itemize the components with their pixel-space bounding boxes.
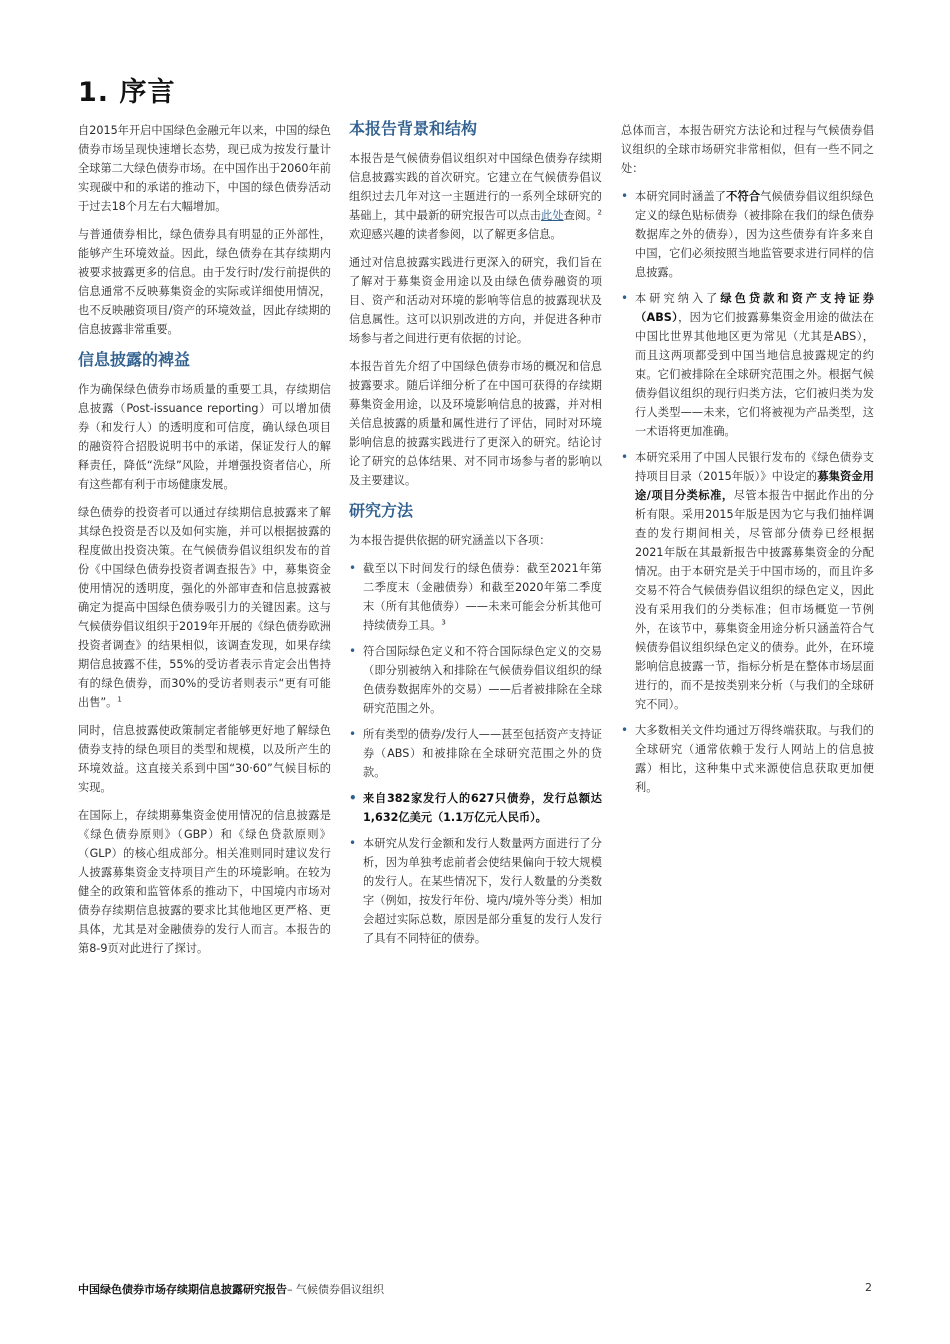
page-footer [78, 1281, 872, 1297]
section-heading-background: 本报告背景和结构 [349, 119, 478, 138]
background-paragraph-3: 本报告首先介绍了中国绿色债券市场的概况和信息披露要求。随后详细分析了在中国可获得的存续期募集资金用途，以及环境影响信息的披露，并对相关信息披露的质量和属性进行了评估，同时对环境影响信息的披露实践进行了更深入的研究。结论讨论了研究的总体结果、对不同市场参与者的影响以及主要建议。 [349, 360, 602, 487]
column-middle [349, 118, 602, 955]
report-link[interactable]: 此处 [541, 209, 564, 222]
benefits-paragraph-1: 作为确保绿色债券市场质量的重要工具，存续期信息披露（Post-issuance reporting）可以增加债券（和发行人）的透明度和可信度，确认绿色项目的融资符合招股说明书中的承诺，保证发行人的解释责任，降低“洗绿”风险，并增强投资者信心，所有这些都有利于市场健康发展。 [78, 383, 331, 491]
footnote-ref-3[interactable]: 3 [441, 618, 446, 627]
intro-paragraph-2: 与普通债券相比，绿色债券具有明显的正外部性，能够产生环境效益。因此，绿色债券在其存续期内被要求披露更多的信息。由于发行时/发行前提供的信息通常不反映募集资金的实际或详细使用情况，也不反映融资项目/资产的环境效益，因此存续期的信息披露非常重要。 [78, 228, 331, 336]
list-item: • 截至以下时间发行的绿色债券：截至2021年第二季度末（金融债券）和截至2020年第二季度末（所有其他债券）——未来可能会分析其他可持续债券工具。$^3$ [349, 559, 602, 635]
benefits-paragraph-3: 同时，信息披露使政策制定者能够更好地了解绿色债券支持的绿色项目的类型和规模，以及所产生的环境效益。这直接关系到中国“30·60”气候目标的实现。 [78, 724, 331, 794]
section-heading-disclosure-benefits: 信息披露的裨益 [78, 350, 191, 369]
footnote-ref-2[interactable]: 2 [597, 208, 602, 217]
list-item: • 本研究纳入了绿色贷款和资产支持证券（ABS），因为它们披露募集资金用途的做法在中国比世界其他地区更为常见（尤其是ABS），而且这两项都受到中国当地信息披露规定的约束。它们被排除在全球研究范围之外。根据气候债券倡议组织的现行归类方法，它们被归类为发行人类型——未来，它们将被视为产品类型，这一术语将更加准确。 [621, 289, 874, 441]
differences-intro: 总体而言，本报告研究方法论和过程与气候债券倡议组织的全球市场研究非常相似，但有一些不同之处： [621, 124, 874, 175]
column-right [621, 121, 874, 804]
footer-report-title: 中国绿色债券市场存续期信息披露研究报告– 气候债券倡议组织 [78, 1283, 384, 1296]
methodology-intro: 为本报告提供依据的研究涵盖以下各项： [349, 534, 551, 547]
benefits-paragraph-4: 在国际上，存续期募集资金使用情况的信息披露是《绿色债券原则》（GBP）和《绿色贷款原则》（GLP）的核心组成部分。相关准则同时建议发行人披露募集资金支持项目产生的环境影响。在较为健全的政策和监管体系的推动下，中国境内市场对债券存续期信息披露的要求比其他地区更严格、更具体，尤其是对金融债券的发行人而言。本报告的第8-9页对此进行了探讨。 [78, 809, 331, 955]
section-heading-methodology: 研究方法 [349, 501, 414, 520]
differences-list [621, 187, 874, 797]
benefits-paragraph-2: 绿色债券的投资者可以通过存续期信息披露来了解其绿色投资是否以及如何实施，并可以根据披露的程度做出投资决策。在气候债券倡议组织发布的首份《中国绿色债券投资者调查报告》中，募集资金使用情况的透明度，强化的外部审查和信息披露被确定为提高中国绿色债券吸引力的关键因素。这与气候债券倡议组织于2019年开展的《绿色债券欧洲投资者调查》的结果相似，该调查发现，如果存续期信息披露不佳，55%的受访者表示肯定会出售持有的绿色债券，而30%的受访者则表示“更有可能出售”。$^1$ [78, 506, 331, 709]
list-item: • 本研究从发行金额和发行人数量两方面进行了分析，因为单独考虑前者会使结果偏向于较大规模的发行人。在某些情况下，发行人数量的分类数字（例如，按发行年份、境内/境外等分类）相加会超过实际总数，原因是部分重复的发行人发行了具有不同特征的债券。 [349, 834, 602, 948]
footnote-ref-1[interactable]: 1 [117, 695, 122, 704]
list-item: • 大多数相关文件均通过万得终端获取。与我们的全球研究（通常依赖于发行人网站上的信息披露）相比，这种集中式来源使信息获取更加便利。 [621, 721, 874, 797]
background-paragraph-2: 通过对信息披露实践进行更深入的研究，我们旨在了解对于募集资金用途以及由绿色债券融资的项目、资产和活动对环境的影响等信息的披露现状及信息属性。这可以识别改进的方向，并促进各种市场参与者之间进行更有依据的讨论。 [349, 256, 602, 345]
page-title: 1. 序言 [78, 77, 176, 108]
methodology-list [349, 559, 602, 948]
column-left [78, 121, 331, 967]
list-item: • 本研究采用了中国人民银行发布的《绿色债券支持项目目录（2015年版）》中设定的募集资金用途/项目分类标准，尽管本报告中据此作出的分析有限。采用2015年版是因为它与我们抽样调查的发行期间相关，尽管部分债券已经根据2021年版在其最新报告中披露募集资金的分配情况。由于本研究是关于中国市场的，而且许多交易不符合气候债券倡议组织的绿色定义，因此没有采用我们的分类标准；但市场概览一节例外，在该节中，募集资金用途分析只涵盖符合气候债券倡议组织绿色定义的债券。此外，在环境影响信息披露一节，指标分析是在整体市场层面进行的，而不是按类别来分析（与我们的全球研究不同）。 [621, 448, 874, 714]
list-item: • 来自382家发行人的627只债券，发行总额达1,632亿美元（1.1万亿元人民币）。 [349, 789, 602, 827]
list-item: • 本研究同时涵盖了不符合气候债券倡议组织绿色定义的绿色贴标债券（被排除在我们的绿色债券数据库之外的债券），因为这些债券有许多来自中国，它们必须按照当地监管要求进行同样的信息披露。 [621, 187, 874, 282]
background-paragraph-1: 本报告是气候债券倡议组织对中国绿色债券存续期信息披露实践的首次研究。它建立在气候债券倡议组织过去几年对这一主题进行的一系列全球研究的基础上，其中最新的研究报告可以点击此处查阅。$^2$ 欢迎感兴趣的读者参阅，以了解更多信息。 [349, 152, 602, 241]
list-item: • 符合国际绿色定义和不符合国际绿色定义的交易（即分别被纳入和排除在气候债券倡议组织的绿色债券数据库外的交易）——后者被排除在全球研究范围之外。 [349, 642, 602, 718]
intro-paragraph-1: 自2015年开启中国绿色金融元年以来，中国的绿色债券市场呈现快速增长态势，现已成为按发行量计全球第二大绿色债券市场。在中国作出于2060年前实现碳中和的承诺的推动下，中国的绿色债券活动于过去18个月左右大幅增加。 [78, 124, 331, 213]
page-number: 2 [865, 1281, 872, 1294]
list-item: • 所有类型的债券/发行人——甚至包括资产支持证券（ABS）和被排除在全球研究范围之外的贷款。 [349, 725, 602, 782]
